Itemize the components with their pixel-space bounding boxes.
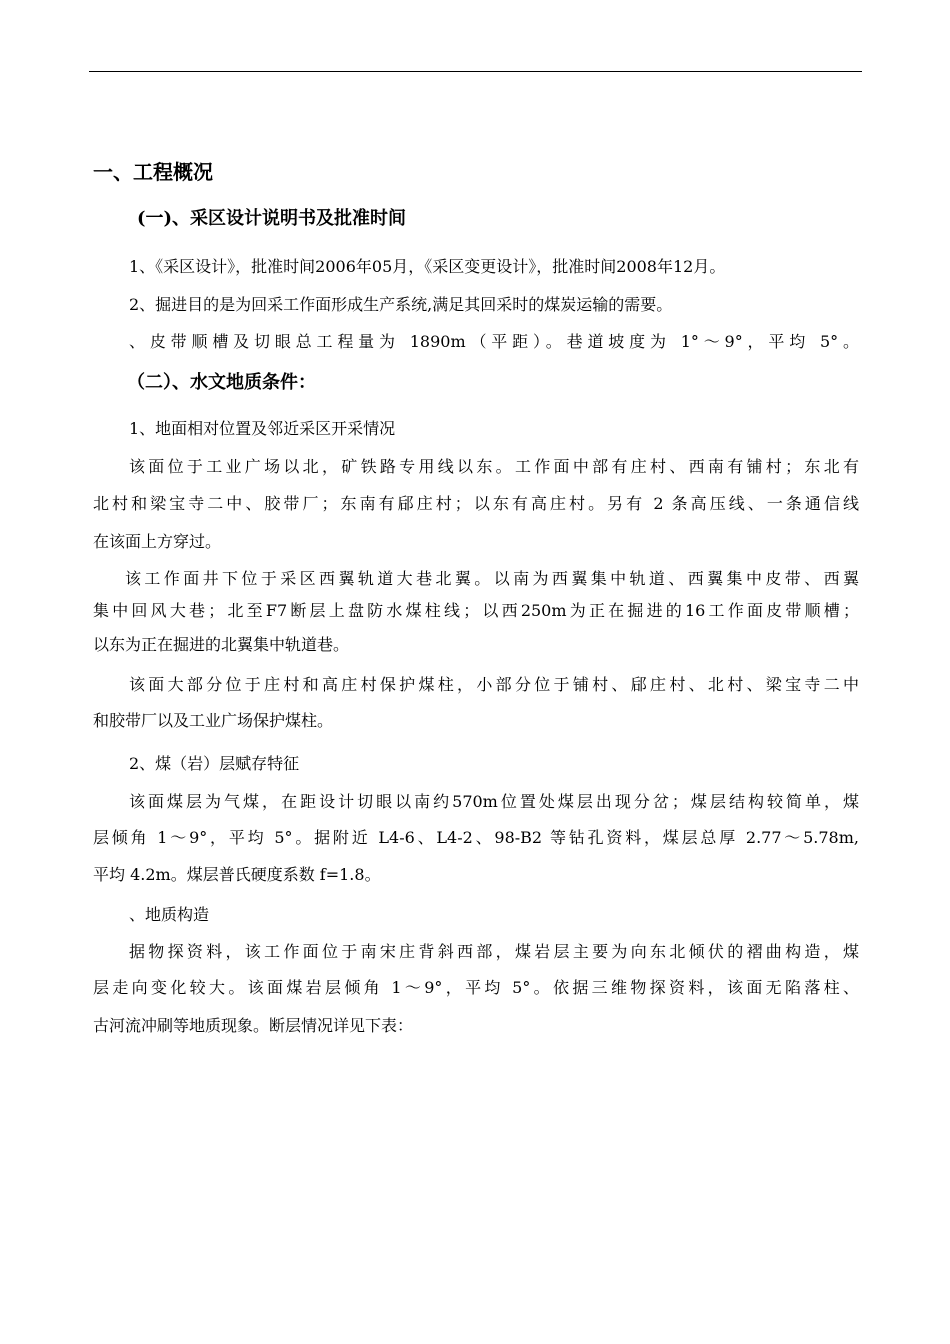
paragraph-line: 和胶带厂以及工业广场保护煤柱。: [93, 711, 334, 730]
paragraph-line: 该面大部分位于庄村和高庄村保护煤柱，小部分位于铺村、郈庄村、北村、梁宝寺二中: [129, 675, 859, 694]
paragraph-heading: 2、煤（岩）层赋存特征: [129, 754, 300, 773]
paragraph-line: 据物探资料，该工作面位于南宋庄背斜西部，煤岩层主要为向东北倾伏的褶曲构造，煤: [129, 942, 859, 961]
paragraph-line: 该工作面井下位于采区西翼轨道大巷北翼。以南为西翼集中轨道、西翼集中皮带、西翼: [125, 569, 859, 588]
paragraph: 2、掘进目的是为回采工作面形成生产系统,满足其回采时的煤炭运输的需要。: [129, 295, 673, 314]
paragraph-line: 以东为正在掘进的北翼集中轨道巷。: [93, 635, 350, 654]
paragraph: 、皮带顺槽及切眼总工程量为 1890m（平距）。巷道坡度为 1°～9°，平均 5°。: [129, 332, 859, 351]
section-title: 一、工程概况: [93, 160, 213, 184]
subsection-title: （二）、水文地质条件：: [127, 372, 316, 393]
subsection-title: (一)、采区设计说明书及批准时间: [137, 208, 407, 229]
paragraph-line: 平均 4.2m。煤层普氏硬度系数 f=1.8。: [93, 865, 381, 884]
paragraph-line: 集中回风大巷；北至F7断层上盘防水煤柱线；以西250m为正在掘进的16工作面皮带顺槽；: [93, 601, 859, 620]
paragraph: 1、《采区设计》，批准时间2006年05月，《采区变更设计》，批准时间2008年12月。: [129, 257, 726, 276]
paragraph-heading: 、地质构造: [129, 905, 210, 924]
paragraph-heading: 1、地面相对位置及邻近采区开采情况: [129, 419, 396, 438]
paragraph-line: 层走向变化较大。该面煤岩层倾角 1～9°，平均 5°。依据三维物探资料，该面无陷落柱、: [93, 978, 859, 997]
paragraph-line: 在该面上方穿过。: [93, 532, 222, 551]
paragraph-line: 该面煤层为气煤，在距设计切眼以南约570m位置处煤层出现分岔；煤层结构较简单，煤: [129, 792, 859, 811]
paragraph-line: 北村和梁宝寺二中、胶带厂；东南有郈庄村；以东有高庄村。另有 2 条高压线、一条通信线: [93, 494, 859, 513]
paragraph-line: 层倾角 1～9°，平均 5°。据附近 L4-6、L4-2、98-B2 等钻孔资料，煤层总厚 2.77～5.78m,: [93, 828, 859, 847]
paragraph-line: 古河流冲刷等地质现象。断层情况详见下表：: [93, 1016, 414, 1035]
paragraph-line: 该面位于工业广场以北，矿铁路专用线以东。工作面中部有庄村、西南有铺村；东北有: [129, 457, 859, 476]
header-rule: [89, 71, 862, 72]
